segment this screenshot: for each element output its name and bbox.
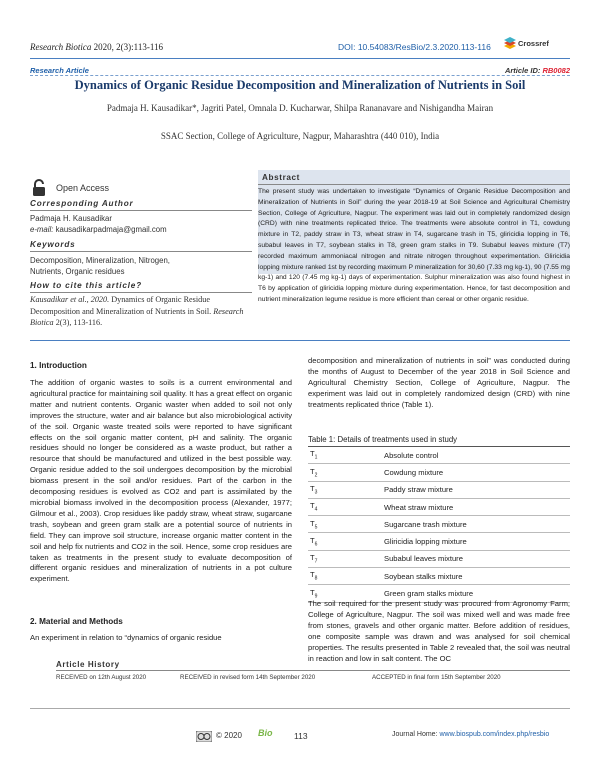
article-type: Research Article	[30, 66, 89, 75]
keywords-heading: Keywords	[30, 240, 76, 249]
copyright-text: © 2020	[216, 731, 242, 740]
footer-rule	[30, 708, 570, 709]
crossref-label: Crossref	[518, 39, 549, 48]
article-history-rule	[56, 670, 570, 671]
publisher-logo: Bio	[258, 728, 273, 738]
open-access-icon	[30, 179, 48, 197]
revised-date: RECEIVED in revised form 14th September 2020	[180, 674, 316, 681]
crossref-badge[interactable]	[503, 36, 555, 54]
introduction-heading: 1. Introduction	[30, 361, 87, 370]
header-rule	[30, 58, 570, 59]
methods-continued-text: decomposition and mineralization of nutrients in soil” was conducted during the months of August to December of the year 2018 in Soil Science and Agricultural Chemistry Section, College of Agriculture, Nagpur. The experiment was laid out in completely randomized design (CRD) with nine treatments replicated thrice (Table 1).	[308, 356, 570, 409]
table-caption: Table 1: Details of treatments used in study	[308, 435, 458, 444]
table-row: $T_7$ Subabul leaves mixture	[308, 550, 570, 567]
table-row: $T_9$ Green gram stalks mixture	[308, 585, 570, 602]
keywords-line-1: Decomposition, Mineralization, Nitrogen,	[30, 256, 170, 265]
accepted-date: ACCEPTED in final form 15th September 2020	[372, 674, 501, 681]
methods-text: An experiment in relation to “dynamics of organic residue	[30, 633, 222, 642]
journal-home-link[interactable]: Journal Home: www.biospub.com/index.php/resbio	[392, 731, 550, 738]
table-row: $T_6$ Gliricidia lopping mixture	[308, 533, 570, 550]
abstract-text: The present study was undertaken to investigate “Dynamics of Organic Residue Decomposition and Mineralization of Nutrients in Soil” during the year 2018-19 at Soil Science and Agricultural Chemistry Section, College of Agriculture, Nagpur. The experiment was laid out in completely randomized design (CRD) with nine treatments replicated thrice. The treatments were absolute control in T1, cowdung mixture in T2, paddy straw in T3, wheat straw in T4, sugarcane trash in T5, gliricidia lopping in T6, subabul leaves in T7, soybean stalks in T8, green gram stalks in T9. Subabul leaves mixture (T7) recorded maximum ammoniacal nitrogen and nitrate nitrogen throughout experimentation. Gliricidia lopping mixture ranked 1st by recording maximum P mineralization for 30,60 (7.33 mg kg-1), 90 (7.55 mg kg-1) and 120 (7.45 mg kg-1) days of experimentation. Sulphur mineralization was also found highest in T6 by application of gliricidia lopping mixture during experimentation. Hence, for fast decomposition and nutrient mineralization legume residue is more efficient than cereal or other organic residue.	[258, 188, 570, 303]
table-row: $T_5$ Sugarcane trash mixture	[308, 516, 570, 533]
received-date: RECEIVED on 12th August 2020	[56, 674, 147, 681]
journal-citation: Research Biotica 2020, 2(3):113-116	[30, 42, 163, 52]
cite-rule	[30, 292, 252, 293]
corresponding-heading: Corresponding Author	[30, 199, 134, 208]
table-row: $T_2$ Cowdung mixture	[308, 464, 570, 481]
table-row: $T_4$ Wheat straw mixture	[308, 498, 570, 515]
table-row: $T_1$ Absolute control	[308, 447, 570, 464]
abstract-rule	[258, 184, 570, 185]
page-number: 113	[294, 731, 308, 741]
article-id: Article ID: RB0082	[504, 66, 570, 75]
introduction-text: The addition of organic wastes to soils is a current environmental and agricultural practice for maintaining soil quality. It has a great effect on organic matter and nutrient contents. Organic waster when added to soil not only improves the structure, water and air balance but also microbiological activity of the soil. Organic waste treated soils were reported to have significant effects on the soil organic matter content, pH and salinity. The organic residues should no longer be considered as a waste product, but rather a resource that should be manufactured and utilized in the best possible way. Organic residue added to the soil undergoes decomposition by the microbial biomass present in the soil and/or residues. Part of the carbon in the decomposing residues is evolved as CO2 and part is assimilated by the microbial biomass involved in the decomposition process (Alexander, 1977; Gilmour et al., 2003). Crop residues like paddy straw, wheat straw, sugarcane trash, soybean and green gram stalk are a potential source of nutrients in field. They can improve soil structure, increase organic matter content in the soil and help fix nutrients and CO2 in the soil. Hence, some crop residues are taken as treatments in the present study to evaluate decomposition of different organic residues and mineralization of nutrients in a pot culture experiment.	[30, 378, 292, 584]
keywords-line-2: Nutrients, Organic residues	[30, 267, 125, 276]
doi-link[interactable]: DOI: 10.54083/ResBio/2.3.2020.113-116	[338, 42, 491, 52]
table-row: $T_3$ Paddy straw mixture	[308, 481, 570, 498]
open-access-label: Open Access	[56, 183, 110, 193]
affiliation: SSAC Section, College of Agriculture, Nagpur, Maharashtra (440 010), India	[160, 131, 440, 141]
section-rule	[30, 340, 570, 341]
methods-heading: 2. Material and Methods	[30, 617, 123, 626]
paper-title: Dynamics of Organic Residue Decomposition and Mineralization of Nutrients in Soil	[74, 78, 526, 92]
corresponding-rule	[30, 210, 252, 211]
header-dashed-rule	[30, 75, 570, 76]
treatments-table	[308, 446, 570, 603]
soil-procurement-text: The soil required for the present study was procured from Agronomy Farm, College of Agriculture, Nagpur. The soil was mixed well and was made free from stones, gravels and other organic matter. Before addition of residues, one composite sample was drawn and was analysed for soil chemical properties. The results presented in Table 2 revealed that, the soil was neutral in reaction and low in salt content. The OC	[308, 599, 570, 663]
corresponding-name: Padmaja H. Kausadikar	[30, 214, 112, 223]
crossref-icon	[503, 37, 517, 51]
table-row: $T_8$ Soybean stalks mixture	[308, 568, 570, 585]
article-history-heading: Article History	[56, 660, 120, 669]
keywords-rule	[30, 251, 252, 252]
creative-commons-icon	[196, 731, 212, 742]
cite-text: Kausadikar et al., 2020. Dynamics of Organic Residue Decomposition and Mineralization of Nutrients in Soil. Research Biotica 2(3), 113-116.	[30, 295, 244, 328]
author-list: Padmaja H. Kausadikar*, Jagriti Patel, Omnala D. Kucharwar, Shilpa Rananavare and Nishigandha Mairan	[106, 103, 494, 113]
corresponding-email[interactable]: e-mail: kausadikarpadmaja@gmail.com	[30, 225, 167, 234]
cite-heading: How to cite this article?	[30, 281, 142, 290]
abstract-heading: Abstract	[262, 173, 301, 182]
